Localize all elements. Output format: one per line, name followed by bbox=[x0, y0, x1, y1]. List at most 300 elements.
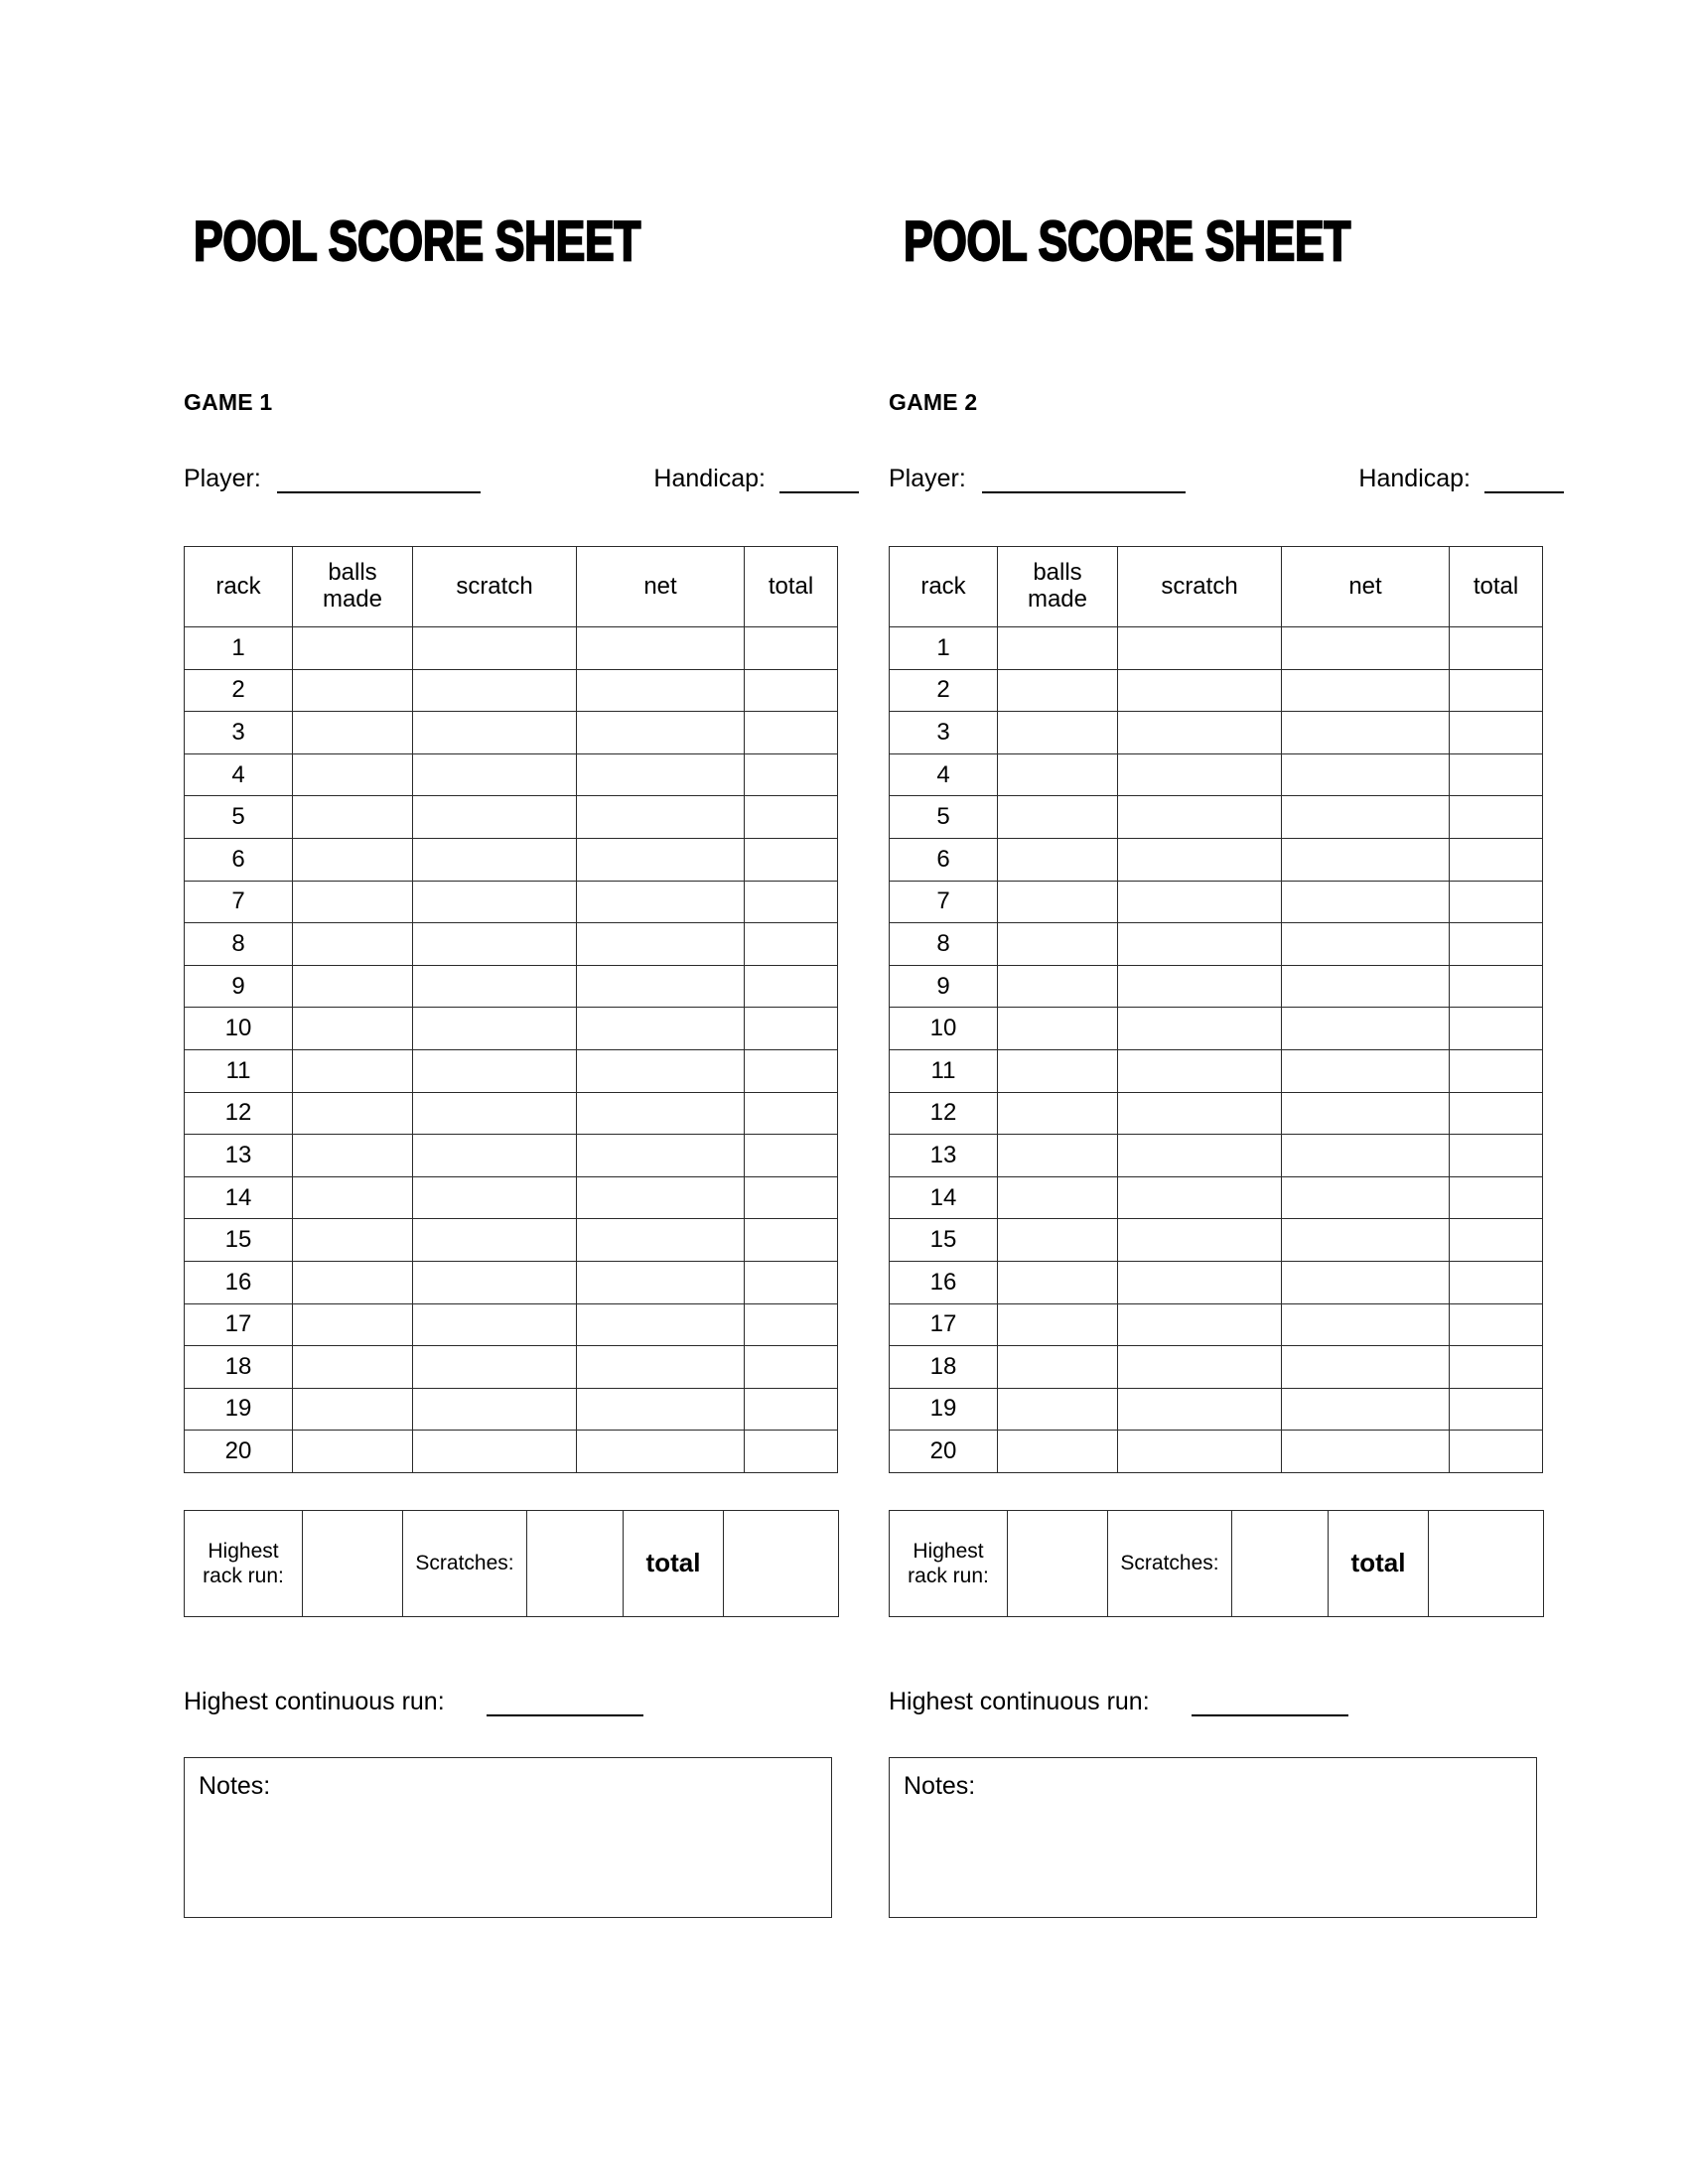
table-row bbox=[890, 838, 1543, 881]
table-row bbox=[185, 838, 838, 881]
player-label: Player: bbox=[889, 465, 966, 492]
table-header bbox=[185, 547, 838, 627]
balls-made-cell[interactable] bbox=[293, 1008, 413, 1050]
header-balls-line2: made bbox=[322, 586, 383, 613]
scratch-cell[interactable] bbox=[1118, 923, 1282, 966]
net-cell[interactable] bbox=[1282, 669, 1450, 712]
table-row bbox=[185, 1303, 838, 1346]
net-cell[interactable] bbox=[577, 1008, 745, 1050]
scratch-cell[interactable] bbox=[413, 1261, 577, 1303]
balls-made-cell[interactable] bbox=[293, 838, 413, 881]
scratch-cell[interactable] bbox=[413, 1176, 577, 1219]
table-row bbox=[890, 1176, 1543, 1219]
balls-made-cell[interactable] bbox=[998, 1135, 1118, 1177]
rack-cell: 12 bbox=[185, 1092, 293, 1135]
balls-made-cell[interactable] bbox=[998, 1303, 1118, 1346]
scratch-cell[interactable] bbox=[413, 1303, 577, 1346]
net-cell[interactable] bbox=[577, 1388, 745, 1431]
summary-row bbox=[890, 1511, 1544, 1617]
net-cell[interactable] bbox=[1282, 1219, 1450, 1262]
rack-cell: 5 bbox=[890, 796, 998, 839]
balls-made-cell[interactable] bbox=[293, 796, 413, 839]
net-cell[interactable] bbox=[1282, 1008, 1450, 1050]
net-cell[interactable] bbox=[577, 1049, 745, 1092]
rack-cell: 3 bbox=[890, 712, 998, 754]
summary-strip bbox=[889, 1510, 1544, 1617]
total-cell[interactable] bbox=[1450, 1008, 1543, 1050]
rack-cell: 7 bbox=[890, 881, 998, 923]
scratch-cell[interactable] bbox=[1118, 1431, 1282, 1473]
net-cell[interactable] bbox=[1282, 1303, 1450, 1346]
table-row bbox=[185, 1049, 838, 1092]
highest-rack-run-line1: Highest bbox=[913, 1539, 984, 1563]
table-row bbox=[890, 796, 1543, 839]
header-total: total bbox=[1450, 547, 1543, 627]
summary-total-input[interactable] bbox=[724, 1511, 839, 1617]
balls-made-cell[interactable] bbox=[293, 1388, 413, 1431]
header-net: net bbox=[1282, 547, 1450, 627]
handicap-label: Handicap: bbox=[653, 465, 766, 492]
scratch-cell[interactable] bbox=[413, 1431, 577, 1473]
balls-made-cell[interactable] bbox=[998, 1008, 1118, 1050]
player-label: Player: bbox=[184, 465, 261, 492]
notes-box[interactable] bbox=[889, 1757, 1537, 1918]
total-cell[interactable] bbox=[1450, 1388, 1543, 1431]
net-cell[interactable] bbox=[1282, 1431, 1450, 1473]
total-cell[interactable] bbox=[1450, 753, 1543, 796]
rack-cell: 9 bbox=[890, 965, 998, 1008]
total-cell[interactable] bbox=[1450, 1219, 1543, 1262]
table-header bbox=[890, 547, 1543, 627]
balls-made-cell[interactable] bbox=[998, 923, 1118, 966]
player-input[interactable] bbox=[982, 470, 1186, 493]
table-row bbox=[185, 1135, 838, 1177]
rack-cell: 4 bbox=[890, 753, 998, 796]
balls-made-cell[interactable] bbox=[293, 753, 413, 796]
scratch-cell[interactable] bbox=[413, 881, 577, 923]
header-scratch: scratch bbox=[1118, 547, 1282, 627]
balls-made-cell[interactable] bbox=[293, 1092, 413, 1135]
highest-continuous-run-label: Highest continuous run: bbox=[889, 1688, 1150, 1715]
balls-made-cell[interactable] bbox=[998, 627, 1118, 670]
highest-continuous-run-input[interactable] bbox=[487, 1693, 643, 1716]
total-cell[interactable] bbox=[1450, 627, 1543, 670]
header-scratch: scratch bbox=[413, 547, 577, 627]
scratch-cell[interactable] bbox=[413, 838, 577, 881]
total-cell[interactable] bbox=[1450, 1135, 1543, 1177]
balls-made-cell[interactable] bbox=[293, 712, 413, 754]
rack-cell: 4 bbox=[185, 753, 293, 796]
net-cell[interactable] bbox=[1282, 627, 1450, 670]
balls-made-cell[interactable] bbox=[293, 1261, 413, 1303]
scratch-cell[interactable] bbox=[413, 753, 577, 796]
balls-made-cell[interactable] bbox=[998, 796, 1118, 839]
scratch-cell[interactable] bbox=[1118, 627, 1282, 670]
scratch-cell[interactable] bbox=[1118, 1135, 1282, 1177]
balls-made-cell[interactable] bbox=[293, 881, 413, 923]
scratch-cell[interactable] bbox=[1118, 881, 1282, 923]
header-balls-line1: balls bbox=[1033, 559, 1082, 587]
balls-made-cell[interactable] bbox=[998, 1219, 1118, 1262]
table-row bbox=[185, 753, 838, 796]
table-row bbox=[890, 669, 1543, 712]
table-row bbox=[890, 1092, 1543, 1135]
total-cell[interactable] bbox=[1450, 923, 1543, 966]
table-row bbox=[185, 796, 838, 839]
total-cell[interactable] bbox=[1450, 1303, 1543, 1346]
table-row bbox=[890, 881, 1543, 923]
rack-cell: 19 bbox=[185, 1388, 293, 1431]
rack-cell: 16 bbox=[185, 1261, 293, 1303]
total-cell[interactable] bbox=[1450, 881, 1543, 923]
header-rack: rack bbox=[890, 547, 998, 627]
balls-made-cell[interactable] bbox=[998, 1388, 1118, 1431]
balls-made-cell[interactable] bbox=[998, 838, 1118, 881]
balls-made-cell[interactable] bbox=[998, 1431, 1118, 1473]
scratch-cell[interactable] bbox=[413, 1219, 577, 1262]
total-cell[interactable] bbox=[1450, 838, 1543, 881]
rack-cell: 18 bbox=[890, 1346, 998, 1389]
rack-cell: 8 bbox=[890, 923, 998, 966]
highest-rack-run-input[interactable] bbox=[303, 1511, 403, 1617]
table-row bbox=[185, 1176, 838, 1219]
rack-cell: 2 bbox=[890, 669, 998, 712]
net-cell[interactable] bbox=[577, 669, 745, 712]
scratch-cell[interactable] bbox=[1118, 669, 1282, 712]
table-row bbox=[185, 923, 838, 966]
total-cell[interactable] bbox=[745, 1388, 838, 1431]
rack-cell: 18 bbox=[185, 1346, 293, 1389]
scratch-cell[interactable] bbox=[1118, 1092, 1282, 1135]
scratch-cell[interactable] bbox=[1118, 712, 1282, 754]
rack-cell: 12 bbox=[890, 1092, 998, 1135]
highest-continuous-run-label: Highest continuous run: bbox=[184, 1688, 445, 1715]
balls-made-cell[interactable] bbox=[293, 1049, 413, 1092]
rack-cell: 13 bbox=[890, 1135, 998, 1177]
handicap-input[interactable] bbox=[779, 470, 859, 493]
net-cell[interactable] bbox=[1282, 1092, 1450, 1135]
net-cell[interactable] bbox=[577, 1431, 745, 1473]
total-cell[interactable] bbox=[745, 669, 838, 712]
scratch-cell[interactable] bbox=[1118, 1049, 1282, 1092]
rack-cell: 15 bbox=[890, 1219, 998, 1262]
table-row bbox=[890, 923, 1543, 966]
rack-cell: 9 bbox=[185, 965, 293, 1008]
balls-made-cell[interactable] bbox=[293, 669, 413, 712]
net-cell[interactable] bbox=[577, 1135, 745, 1177]
scratch-cell[interactable] bbox=[413, 669, 577, 712]
total-cell[interactable] bbox=[745, 965, 838, 1008]
summary-total-label: total bbox=[1329, 1511, 1429, 1617]
scratch-cell[interactable] bbox=[1118, 1388, 1282, 1431]
player-handicap-row bbox=[184, 465, 859, 493]
scratch-cell[interactable] bbox=[1118, 965, 1282, 1008]
scratch-cell[interactable] bbox=[1118, 753, 1282, 796]
table-row bbox=[890, 965, 1543, 1008]
header-net: net bbox=[577, 547, 745, 627]
balls-made-cell[interactable] bbox=[293, 1135, 413, 1177]
balls-made-cell[interactable] bbox=[998, 669, 1118, 712]
net-cell[interactable] bbox=[577, 881, 745, 923]
table-row bbox=[185, 1388, 838, 1431]
table-body bbox=[890, 627, 1543, 1473]
rack-cell: 1 bbox=[890, 627, 998, 670]
scratch-cell[interactable] bbox=[1118, 1346, 1282, 1389]
table-row bbox=[185, 1261, 838, 1303]
highest-continuous-run-row bbox=[889, 1688, 1564, 1716]
scratch-cell[interactable] bbox=[413, 796, 577, 839]
net-cell[interactable] bbox=[577, 1219, 745, 1262]
balls-made-cell[interactable] bbox=[998, 712, 1118, 754]
balls-made-cell[interactable] bbox=[998, 1176, 1118, 1219]
net-cell[interactable] bbox=[1282, 753, 1450, 796]
total-cell[interactable] bbox=[1450, 1431, 1543, 1473]
table-row bbox=[890, 1303, 1543, 1346]
header-balls-made bbox=[293, 547, 413, 627]
net-cell[interactable] bbox=[577, 712, 745, 754]
table-row bbox=[890, 1219, 1543, 1262]
net-cell[interactable] bbox=[1282, 1261, 1450, 1303]
highest-rack-run-input[interactable] bbox=[1008, 1511, 1108, 1617]
page-title: POOL SCORE SHEET bbox=[904, 209, 1350, 273]
highest-continuous-run-input[interactable] bbox=[1192, 1693, 1348, 1716]
total-cell[interactable] bbox=[1450, 965, 1543, 1008]
scratches-input[interactable] bbox=[1232, 1511, 1329, 1617]
game-label: GAME 1 bbox=[184, 389, 273, 415]
total-cell[interactable] bbox=[745, 1431, 838, 1473]
scratch-cell[interactable] bbox=[1118, 1008, 1282, 1050]
total-cell[interactable] bbox=[1450, 1261, 1543, 1303]
player-input[interactable] bbox=[277, 470, 481, 493]
highest-rack-run-label bbox=[185, 1511, 303, 1617]
table-row bbox=[890, 1261, 1543, 1303]
summary-total-label: total bbox=[624, 1511, 724, 1617]
total-cell[interactable] bbox=[745, 881, 838, 923]
net-cell[interactable] bbox=[577, 1303, 745, 1346]
rack-cell: 14 bbox=[890, 1176, 998, 1219]
sheet-title-wrap bbox=[904, 209, 1477, 273]
page-title: POOL SCORE SHEET bbox=[194, 209, 640, 273]
net-cell[interactable] bbox=[577, 1261, 745, 1303]
total-cell[interactable] bbox=[1450, 669, 1543, 712]
total-cell[interactable] bbox=[745, 1303, 838, 1346]
table-row bbox=[890, 1008, 1543, 1050]
total-cell[interactable] bbox=[745, 1176, 838, 1219]
table-row bbox=[185, 1008, 838, 1050]
rack-cell: 10 bbox=[185, 1008, 293, 1050]
scratch-cell[interactable] bbox=[1118, 1219, 1282, 1262]
total-cell[interactable] bbox=[1450, 1346, 1543, 1389]
table-row bbox=[890, 1049, 1543, 1092]
scratch-cell[interactable] bbox=[413, 712, 577, 754]
net-cell[interactable] bbox=[1282, 712, 1450, 754]
balls-made-cell[interactable] bbox=[998, 1261, 1118, 1303]
summary-body bbox=[890, 1511, 1544, 1617]
total-cell[interactable] bbox=[1450, 1176, 1543, 1219]
table-row bbox=[890, 712, 1543, 754]
net-cell[interactable] bbox=[577, 838, 745, 881]
net-cell[interactable] bbox=[1282, 923, 1450, 966]
scratch-cell[interactable] bbox=[413, 1346, 577, 1389]
net-cell[interactable] bbox=[577, 1092, 745, 1135]
summary-total-input[interactable] bbox=[1429, 1511, 1544, 1617]
rack-cell: 11 bbox=[890, 1049, 998, 1092]
total-cell[interactable] bbox=[745, 1008, 838, 1050]
rack-cell: 6 bbox=[890, 838, 998, 881]
highest-continuous-run-row bbox=[184, 1688, 859, 1716]
scratch-cell[interactable] bbox=[413, 1388, 577, 1431]
header-rack: rack bbox=[185, 547, 293, 627]
table-row bbox=[185, 881, 838, 923]
net-cell[interactable] bbox=[577, 1176, 745, 1219]
rack-cell: 5 bbox=[185, 796, 293, 839]
net-cell[interactable] bbox=[1282, 1388, 1450, 1431]
notes-label: Notes: bbox=[199, 1772, 271, 1800]
table-row bbox=[890, 753, 1543, 796]
sheet-title-wrap bbox=[194, 209, 767, 273]
scratch-cell[interactable] bbox=[1118, 838, 1282, 881]
rack-cell: 14 bbox=[185, 1176, 293, 1219]
total-cell[interactable] bbox=[745, 1261, 838, 1303]
scratches-input[interactable] bbox=[527, 1511, 624, 1617]
scratch-cell[interactable] bbox=[413, 1135, 577, 1177]
net-cell[interactable] bbox=[577, 1346, 745, 1389]
net-cell[interactable] bbox=[1282, 1049, 1450, 1092]
total-cell[interactable] bbox=[745, 753, 838, 796]
net-cell[interactable] bbox=[577, 965, 745, 1008]
header-balls-line1: balls bbox=[328, 559, 377, 587]
table-row bbox=[890, 627, 1543, 670]
table-row bbox=[890, 1431, 1543, 1473]
handicap-label: Handicap: bbox=[1358, 465, 1471, 492]
player-handicap-row bbox=[889, 465, 1564, 493]
rack-cell: 15 bbox=[185, 1219, 293, 1262]
table-body bbox=[185, 627, 838, 1473]
total-cell[interactable] bbox=[745, 712, 838, 754]
table-row bbox=[890, 1346, 1543, 1389]
scratch-cell[interactable] bbox=[413, 1008, 577, 1050]
total-cell[interactable] bbox=[745, 796, 838, 839]
scratch-cell[interactable] bbox=[1118, 1303, 1282, 1346]
highest-rack-run-line2: rack run: bbox=[203, 1565, 284, 1587]
scratch-cell[interactable] bbox=[1118, 1261, 1282, 1303]
table-header-row bbox=[185, 547, 838, 627]
total-cell[interactable] bbox=[745, 838, 838, 881]
table-row bbox=[185, 1219, 838, 1262]
highest-rack-run-label bbox=[890, 1511, 1008, 1617]
total-cell[interactable] bbox=[745, 1049, 838, 1092]
table-row bbox=[185, 1431, 838, 1473]
table-row bbox=[185, 965, 838, 1008]
highest-rack-run-line1: Highest bbox=[208, 1539, 279, 1563]
summary-strip bbox=[184, 1510, 839, 1617]
total-cell[interactable] bbox=[1450, 1049, 1543, 1092]
total-cell[interactable] bbox=[745, 627, 838, 670]
balls-made-cell[interactable] bbox=[293, 1219, 413, 1262]
rack-cell: 6 bbox=[185, 838, 293, 881]
total-cell[interactable] bbox=[745, 1135, 838, 1177]
net-cell[interactable] bbox=[577, 796, 745, 839]
net-cell[interactable] bbox=[1282, 1135, 1450, 1177]
balls-made-cell[interactable] bbox=[293, 1176, 413, 1219]
net-cell[interactable] bbox=[1282, 881, 1450, 923]
summary-body bbox=[185, 1511, 839, 1617]
header-balls-made bbox=[998, 547, 1118, 627]
net-cell[interactable] bbox=[1282, 796, 1450, 839]
net-cell[interactable] bbox=[577, 753, 745, 796]
balls-made-cell[interactable] bbox=[293, 1431, 413, 1473]
scratch-cell[interactable] bbox=[413, 627, 577, 670]
scratch-cell[interactable] bbox=[413, 923, 577, 966]
balls-made-cell[interactable] bbox=[293, 923, 413, 966]
total-cell[interactable] bbox=[745, 1092, 838, 1135]
rack-cell: 17 bbox=[185, 1303, 293, 1346]
net-cell[interactable] bbox=[577, 923, 745, 966]
notes-box[interactable] bbox=[184, 1757, 832, 1918]
rack-cell: 20 bbox=[185, 1431, 293, 1473]
balls-made-cell[interactable] bbox=[998, 1049, 1118, 1092]
game-label: GAME 2 bbox=[889, 389, 978, 415]
balls-made-cell[interactable] bbox=[293, 965, 413, 1008]
table-header-row bbox=[890, 547, 1543, 627]
balls-made-cell[interactable] bbox=[998, 965, 1118, 1008]
table-row bbox=[185, 712, 838, 754]
balls-made-cell[interactable] bbox=[293, 1346, 413, 1389]
table-row bbox=[185, 669, 838, 712]
balls-made-cell[interactable] bbox=[293, 627, 413, 670]
rack-cell: 13 bbox=[185, 1135, 293, 1177]
scratch-cell[interactable] bbox=[413, 1092, 577, 1135]
rack-cell: 7 bbox=[185, 881, 293, 923]
balls-made-cell[interactable] bbox=[998, 1346, 1118, 1389]
rack-score-table bbox=[184, 546, 838, 1473]
total-cell[interactable] bbox=[1450, 1092, 1543, 1135]
scratch-cell[interactable] bbox=[413, 965, 577, 1008]
scratch-cell[interactable] bbox=[1118, 1176, 1282, 1219]
net-cell[interactable] bbox=[1282, 838, 1450, 881]
scratch-cell[interactable] bbox=[413, 1049, 577, 1092]
net-cell[interactable] bbox=[1282, 965, 1450, 1008]
total-cell[interactable] bbox=[745, 923, 838, 966]
net-cell[interactable] bbox=[1282, 1176, 1450, 1219]
rack-cell: 10 bbox=[890, 1008, 998, 1050]
header-total: total bbox=[745, 547, 838, 627]
net-cell[interactable] bbox=[577, 627, 745, 670]
total-cell[interactable] bbox=[1450, 796, 1543, 839]
table-row bbox=[185, 627, 838, 670]
total-cell[interactable] bbox=[1450, 712, 1543, 754]
total-cell[interactable] bbox=[745, 1346, 838, 1389]
balls-made-cell[interactable] bbox=[998, 1092, 1118, 1135]
scratch-cell[interactable] bbox=[1118, 796, 1282, 839]
rack-cell: 19 bbox=[890, 1388, 998, 1431]
table-row bbox=[890, 1135, 1543, 1177]
table-row bbox=[185, 1346, 838, 1389]
rack-cell: 8 bbox=[185, 923, 293, 966]
notes-label: Notes: bbox=[904, 1772, 976, 1800]
net-cell[interactable] bbox=[1282, 1346, 1450, 1389]
header-balls-line2: made bbox=[1027, 586, 1088, 613]
rack-cell: 17 bbox=[890, 1303, 998, 1346]
highest-rack-run-line2: rack run: bbox=[908, 1565, 989, 1587]
rack-cell: 20 bbox=[890, 1431, 998, 1473]
balls-made-cell[interactable] bbox=[293, 1303, 413, 1346]
balls-made-cell[interactable] bbox=[998, 753, 1118, 796]
total-cell[interactable] bbox=[745, 1219, 838, 1262]
handicap-input[interactable] bbox=[1484, 470, 1564, 493]
table-row bbox=[185, 1092, 838, 1135]
balls-made-cell[interactable] bbox=[998, 881, 1118, 923]
